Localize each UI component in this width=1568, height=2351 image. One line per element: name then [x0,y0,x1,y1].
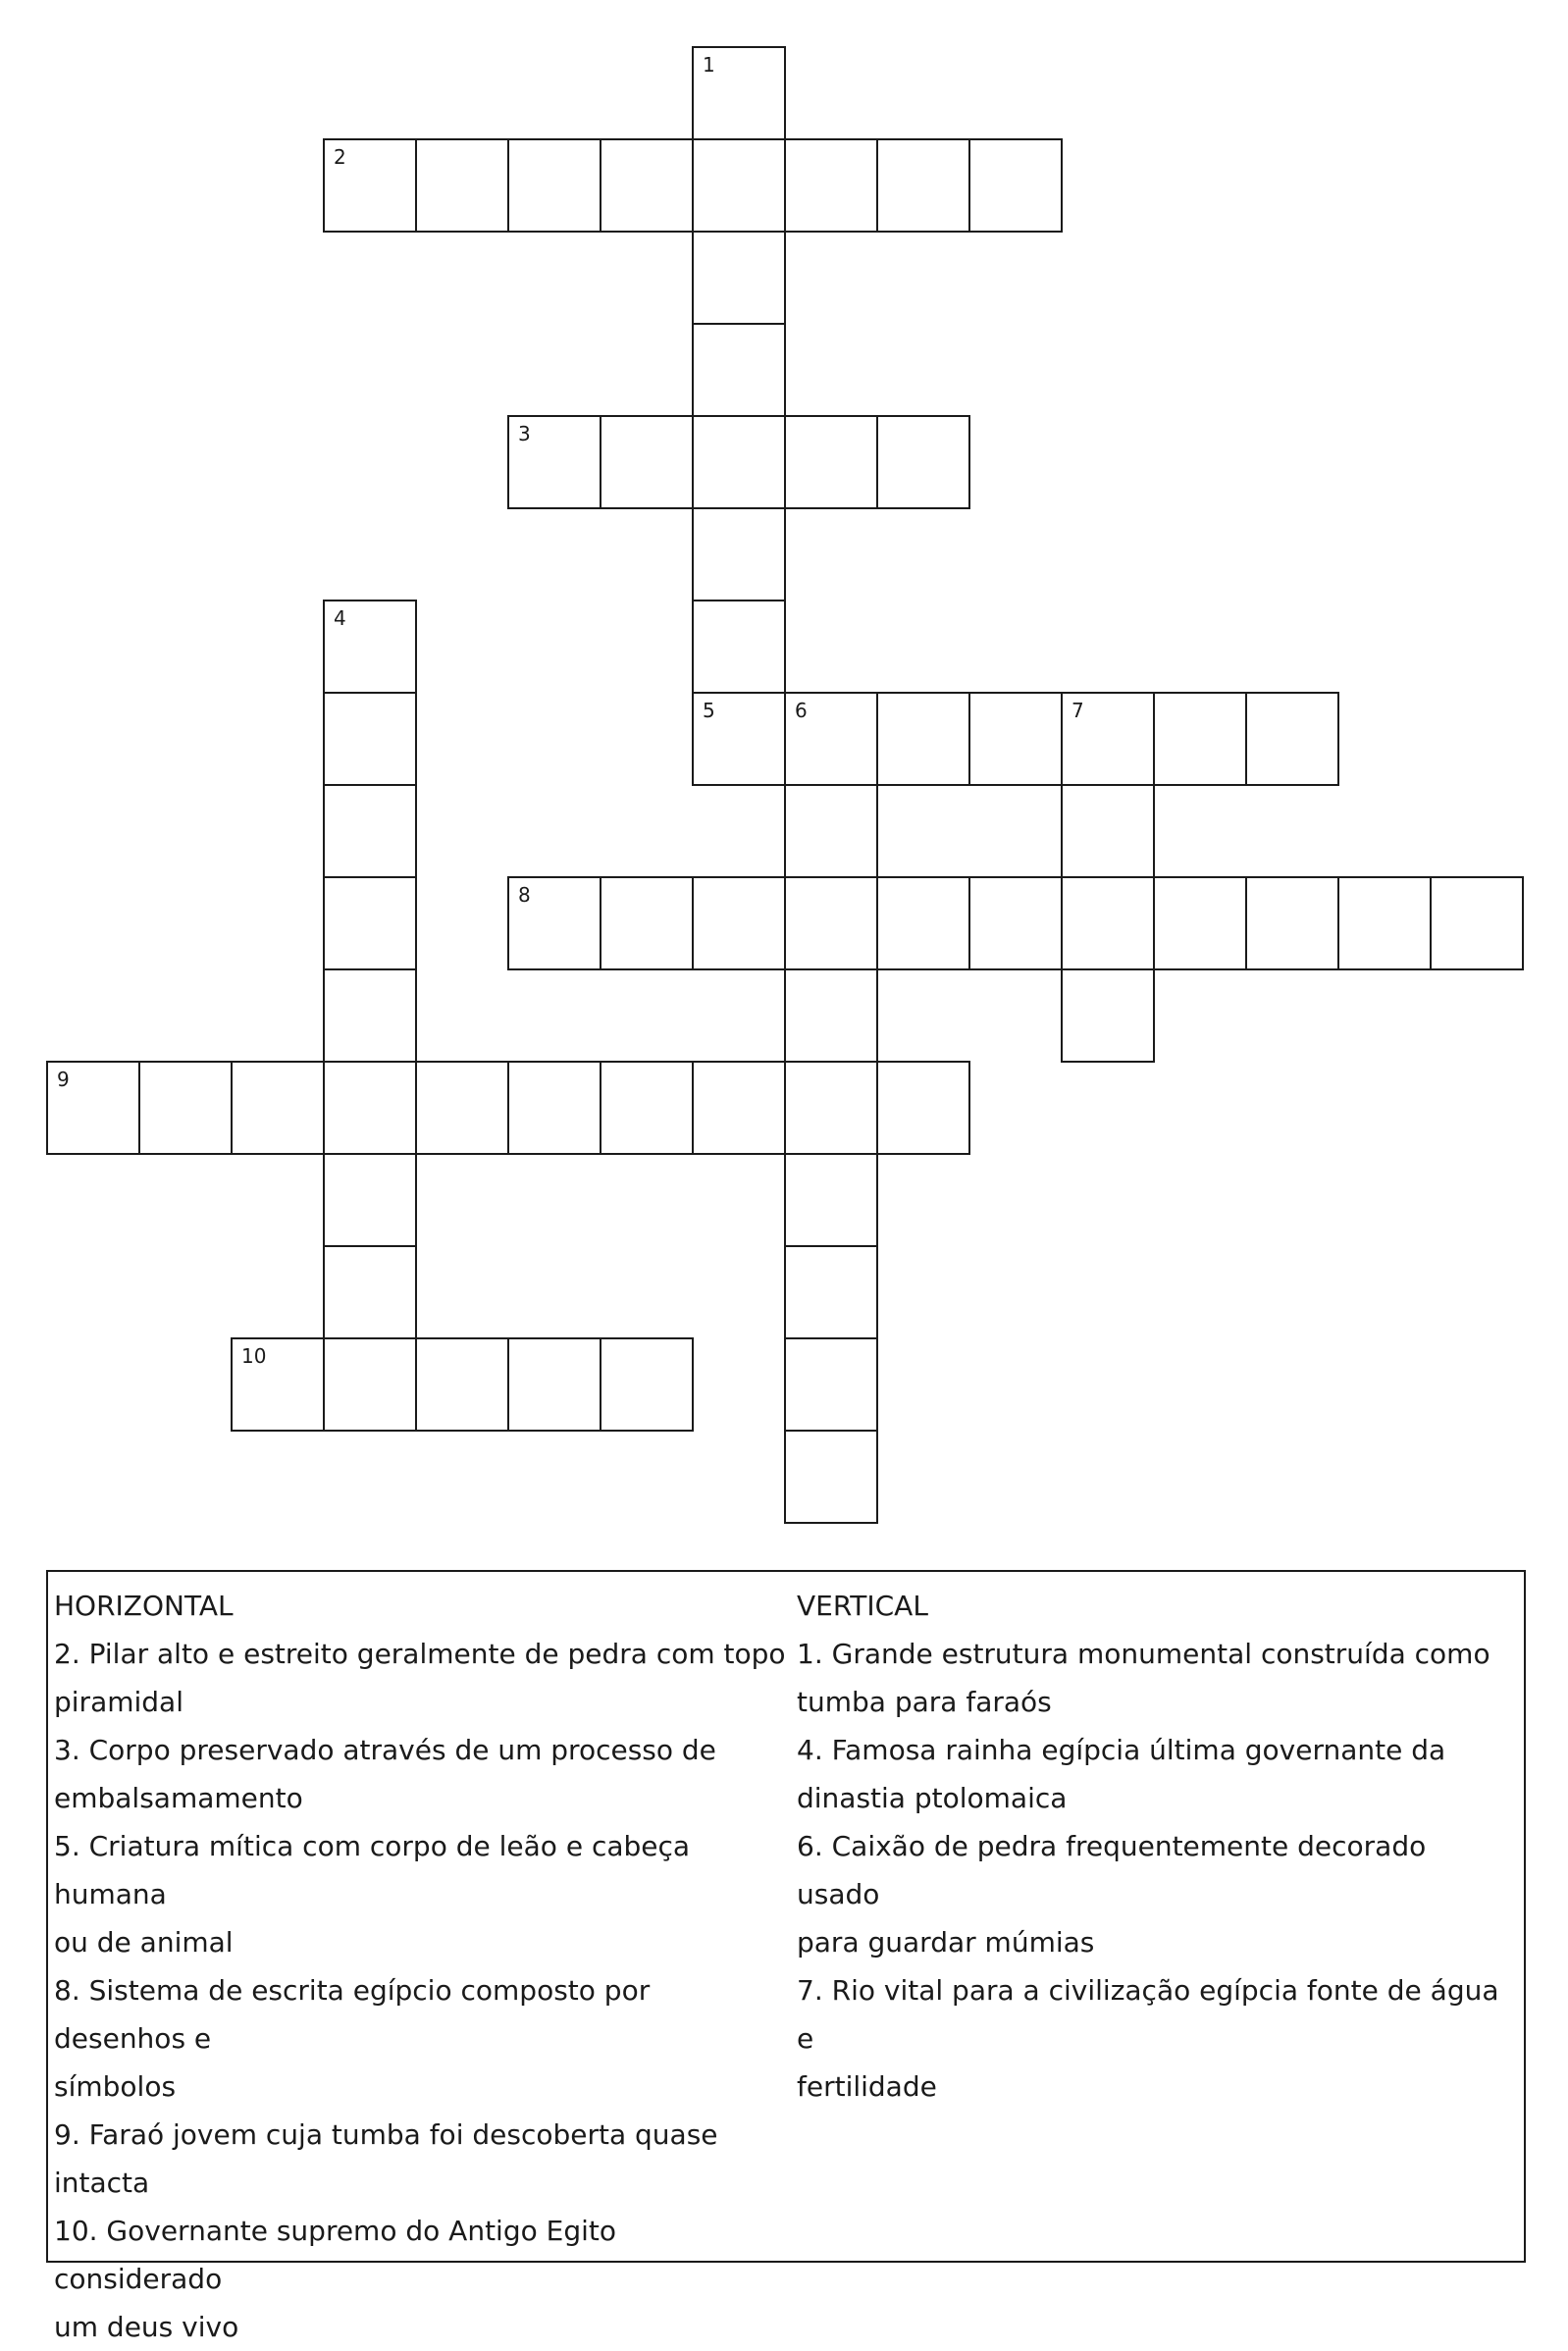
crossword-cell[interactable] [1061,876,1155,970]
crossword-cell[interactable] [1061,692,1155,786]
crossword-cell[interactable] [507,876,601,970]
crossword-cell[interactable] [968,876,1063,970]
clue-line: 8. Sistema de escrita egípcio composto por desenhos e [54,1974,651,2055]
crossword-cell[interactable] [692,323,786,417]
crossword-cell[interactable] [692,415,786,509]
crossword-cell[interactable] [600,1061,694,1155]
clue-number: 10 [241,1344,267,1368]
clue-number: 6 [795,699,808,722]
crossword-cell[interactable] [600,1337,694,1432]
crossword-cell[interactable] [692,1061,786,1155]
clue-number: 8 [518,883,531,907]
clue-line: um deus vivo [54,2311,239,2343]
crossword-cell[interactable] [507,1061,601,1155]
crossword-cell[interactable] [323,784,417,878]
crossword-cell[interactable] [692,692,786,786]
crossword-cell[interactable] [784,876,878,970]
clue-line: 4. Famosa rainha egípcia última governante da [797,1734,1446,1766]
crossword-cell[interactable] [46,1061,140,1155]
crossword-cell[interactable] [323,1153,417,1247]
crossword-cell[interactable] [692,600,786,694]
crossword-cell[interactable] [1153,692,1247,786]
clue-number: 5 [703,699,715,722]
crossword-cell[interactable] [876,876,970,970]
crossword-cell[interactable] [507,1337,601,1432]
crossword-cell[interactable] [692,46,786,140]
clue-line: 1. Grande estrutura monumental construída como [797,1638,1490,1670]
clue-line: embalsamamento [54,1782,303,1814]
crossword-cell[interactable] [600,138,694,233]
clue-line: 7. Rio vital para a civilização egípcia fonte de água e [797,1974,1499,2055]
vertical-heading: VERTICAL [797,1590,928,1622]
crossword-cell[interactable] [784,1153,878,1247]
crossword-cell[interactable] [323,1337,417,1432]
crossword-cell[interactable] [323,968,417,1063]
clues-box [46,1570,1526,2343]
crossword-cell[interactable] [784,692,878,786]
crossword-cell[interactable] [876,138,970,233]
crossword-cell[interactable] [138,1061,233,1155]
crossword-cell[interactable] [507,138,601,233]
crossword-cell[interactable] [692,507,786,601]
crossword-cell[interactable] [968,692,1063,786]
crossword-cell[interactable] [323,1061,417,1155]
crossword-cell[interactable] [323,1245,417,1339]
clue-line: piramidal [54,1686,183,1718]
clue-number: 3 [518,422,531,445]
clue-number: 9 [57,1068,70,1091]
crossword-cell[interactable] [415,138,509,233]
crossword-cell[interactable] [1245,692,1339,786]
clue-line: símbolos [54,2070,177,2103]
crossword-cell[interactable] [600,415,694,509]
clue-line: 6. Caixão de pedra frequentemente decorado usado [797,1830,1427,1910]
crossword-cell[interactable] [507,415,601,509]
crossword-cell[interactable] [784,1245,878,1339]
crossword-cell[interactable] [415,1337,509,1432]
crossword-cell[interactable] [323,600,417,694]
clue-number: 4 [334,606,346,630]
crossword-cell[interactable] [1245,876,1339,970]
clue-line: 2. Pilar alto e estreito geralmente de pedra com topo [54,1638,786,1670]
crossword-cell[interactable] [1061,784,1155,878]
crossword-cell[interactable] [784,1430,878,1524]
clue-line: ou de animal [54,1926,234,1959]
crossword-cell[interactable] [323,138,417,233]
crossword-cell[interactable] [1061,968,1155,1063]
clue-line: 10. Governante supremo do Antigo Egito considerado [54,2215,616,2295]
clue-number: 7 [1071,699,1084,722]
clue-line: dinastia ptolomaica [797,1782,1068,1814]
crossword-cell[interactable] [1337,876,1432,970]
clue-line: 5. Criatura mítica com corpo de leão e cabeça humana [54,1830,691,1910]
clue-number: 1 [703,53,715,77]
crossword-cell[interactable] [876,692,970,786]
crossword-cell[interactable] [692,231,786,325]
crossword-cell[interactable] [600,876,694,970]
vertical-clues [797,1582,1513,2111]
crossword-cell[interactable] [323,692,417,786]
crossword-cell[interactable] [876,415,970,509]
crossword-cell[interactable] [1430,876,1524,970]
crossword-cell[interactable] [415,1061,509,1155]
crossword-cell[interactable] [323,876,417,970]
clue-line: tumba para faraós [797,1686,1052,1718]
crossword-cell[interactable] [784,415,878,509]
crossword-cell[interactable] [784,968,878,1063]
clue-line: fertilidade [797,2070,937,2103]
crossword-cell[interactable] [784,784,878,878]
clue-line: intacta [54,2167,150,2199]
horizontal-heading: HORIZONTAL [54,1590,234,1622]
crossword-cell[interactable] [784,1061,878,1155]
clue-number: 2 [334,145,346,169]
crossword-cell[interactable] [1153,876,1247,970]
crossword-cell[interactable] [692,138,786,233]
crossword-cell[interactable] [784,138,878,233]
clue-line: para guardar múmias [797,1926,1095,1959]
crossword-cell[interactable] [692,876,786,970]
crossword-cell[interactable] [876,1061,970,1155]
clue-line: 9. Faraó jovem cuja tumba foi descoberta quase [54,2118,718,2151]
crossword-cell[interactable] [231,1337,325,1432]
crossword-cell[interactable] [784,1337,878,1432]
crossword-cell[interactable] [231,1061,325,1155]
horizontal-clues [54,1582,790,2351]
clue-line: 3. Corpo preservado através de um processo de [54,1734,716,1766]
crossword-cell[interactable] [968,138,1063,233]
